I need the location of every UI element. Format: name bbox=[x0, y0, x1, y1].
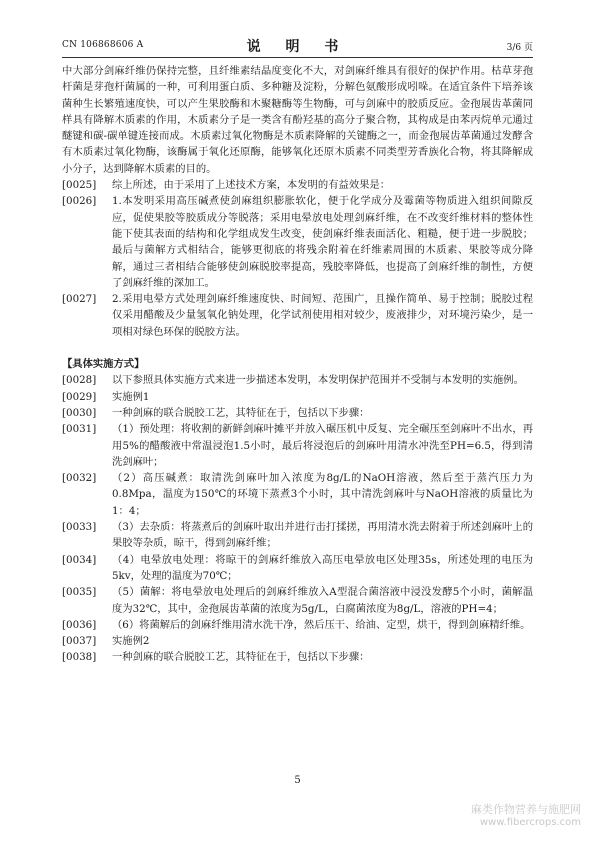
spacer bbox=[62, 340, 533, 356]
document-title: 说 明 书 bbox=[246, 39, 349, 55]
paragraph-text: （3）去杂质：将蒸煮后的剑麻叶取出并进行击打揉搓，再用清水洗去附着于所述剑麻叶上的果胶等杂质，晾干，得到剑麻纤维； bbox=[112, 521, 533, 550]
section-heading: 【具体实施方式】 bbox=[62, 358, 145, 371]
paragraph-number: [0025] bbox=[62, 179, 97, 192]
paragraph-0030 bbox=[62, 405, 533, 421]
paragraph-0036 bbox=[62, 617, 533, 633]
paragraph-text: 实施例2 bbox=[112, 635, 150, 648]
paragraph-number: [0034] bbox=[62, 553, 97, 566]
paragraph-text: 2.采用电晕方式处理剑麻纤维速度快、时间短、范围广，且操作简单、易于控制；脱胶过程仅采用醋酸及少量氢氧化钠处理，化学试剂使用相对较少，废液排少，对环境污染少，是一项相对绿色环保的脱胶方法。 bbox=[112, 293, 533, 338]
paragraph-text: 综上所述，由于采用了上述技术方案，本发明的有益效果是： bbox=[112, 179, 391, 192]
paragraph-0037 bbox=[62, 633, 533, 649]
paragraph-number: [0027] bbox=[62, 293, 97, 306]
paragraph-number: [0028] bbox=[62, 374, 97, 387]
watermark bbox=[471, 801, 581, 828]
page-number: 5 bbox=[294, 775, 301, 786]
paragraph-0025 bbox=[62, 177, 533, 193]
page-indicator: 3/6 页 bbox=[506, 43, 533, 53]
paragraph-text: 一种剑麻的联合脱胶工艺，其特征在于，包括以下步骤： bbox=[112, 651, 370, 664]
paragraph-text: 以下参照具体实施方式来进一步描述本发明，本发明保护范围并不受制与本发明的实施例。 bbox=[112, 374, 524, 387]
page-header bbox=[62, 36, 533, 56]
paragraph-0028 bbox=[62, 372, 533, 388]
paragraph-0029 bbox=[62, 389, 533, 405]
paragraph-number: [0030] bbox=[62, 406, 97, 419]
paragraph-text: （1）预处理：将收割的新鲜剑麻叶摊平并放入碾压机中反复、完全碾压至剑麻叶不出水，再用5%的醋酸液中常温浸泡1.5小时，最后将浸泡后的剑麻叶用清水冲洗至PH=6.5，得到清洗剑麻叶； bbox=[112, 423, 533, 468]
paragraph-number: [0031] bbox=[62, 423, 97, 436]
paragraph-text: 一种剑麻的联合脱胶工艺，其特征在于，包括以下步骤： bbox=[112, 406, 370, 419]
paragraph-0034 bbox=[62, 552, 533, 585]
paragraph-text: （2）高压碱煮：取清洗剑麻叶加入浓度为8g/L的NaOH溶液，然后至于蒸汽压力为0.8Mpa，温度为150℃的环境下蒸煮3个小时，其中清洗剑麻叶与NaOH溶液的质量比为1：4； bbox=[112, 472, 533, 517]
paragraph-0038 bbox=[62, 649, 533, 665]
header-rule bbox=[62, 57, 533, 58]
paragraph-number: [0029] bbox=[62, 390, 97, 403]
watermark-url: www.fibercrops.com bbox=[479, 817, 581, 828]
paragraph-text: （4）电晕放电处理：将晾干的剑麻纤维放入高压电晕放电区处理35s，所述处理的电压为5kv，处理的温度为70℃； bbox=[112, 553, 533, 582]
paragraph-0033 bbox=[62, 519, 533, 552]
paragraph-number: [0033] bbox=[62, 521, 97, 534]
intro-paragraph: 中大部分剑麻纤维仍保持完整，且纤维素结晶度变化不大，对剑麻纤维具有很好的保护作用。枯草芽孢杆菌是芽孢杆菌属的一种，可利用蛋白质、多种糖及淀粉，分解色氨酸形成吲哚。在适宜条件下培养该菌种生长繁殖速度快，可以产生果胶酶和木聚糖酶等生物酶，可与剑麻中的胶质反应。金孢展齿革菌同样具有降解木质素的作用，木质素分子是一类含有酚羟基的高分子聚合物，其构成是由苯丙烷单元通过醚键和碳-碳单键连接而成。木质素过氧化物酶是木质素降解的关键酶之一，而金孢展齿革菌通过发酵含有木质素过氧化物酶，该酶属于氧化还原酶，能够氧化还原木质素不同类型芳香族化合物，将其降解成小分子，达到降解木质素的目的。 bbox=[62, 65, 533, 175]
paragraph-number: [0036] bbox=[62, 618, 97, 631]
paragraph-text: （5）菌解：将电晕放电处理后的剑麻纤维放入A型混合菌溶液中浸没发酵5个小时，菌解温度为32℃，其中，金孢展齿革菌的浓度为5g/L，白腐菌浓度为8g/L，溶液的PH=4； bbox=[112, 586, 533, 615]
paragraph-text: 1.本发明采用高压碱煮使剑麻组织膨胀软化，便于化学成分及霉菌等物质进入组织间隙反应，促使果胶等胶质成分等脱落；采用电晕放电处理剑麻纤维，在不改变纤维材料的整体性能下使其表面的结构和化学组成发生改变，使剑麻纤维表面活化、粗糙，便于进一步脱胶；最后与菌解方式相结合，能够更彻底的将残余附着在纤维素周围的木质素、果胶等成分降解，通过三者相结合能够使剑麻脱胶率提高，残胶率降低，也提高了剑麻纤维的制性，方便了剑麻纤维的深加工。 bbox=[112, 195, 533, 289]
watermark-site-name: 麻类作物营养与施肥网 bbox=[471, 803, 581, 816]
paragraph-text: 实施例1 bbox=[112, 390, 150, 403]
paragraph-0035 bbox=[62, 584, 533, 617]
paragraph-number: [0026] bbox=[62, 195, 97, 208]
paragraph-number: [0038] bbox=[62, 651, 97, 664]
document-body bbox=[62, 63, 533, 666]
paragraph-number: [0035] bbox=[62, 586, 97, 599]
paragraph-0026 bbox=[62, 193, 533, 291]
paragraph-0032 bbox=[62, 470, 533, 519]
paragraph-number: [0037] bbox=[62, 635, 97, 648]
paragraph-0027 bbox=[62, 291, 533, 340]
paragraph-number: [0032] bbox=[62, 472, 97, 485]
paragraph-0031 bbox=[62, 421, 533, 470]
paragraph-text: （6）将菌解后的剑麻纤维用清水洗干净，然后压干、给油、定型，烘干，得到剑麻精纤维。 bbox=[112, 618, 531, 631]
patent-number: CN 106868606 A bbox=[62, 40, 144, 50]
